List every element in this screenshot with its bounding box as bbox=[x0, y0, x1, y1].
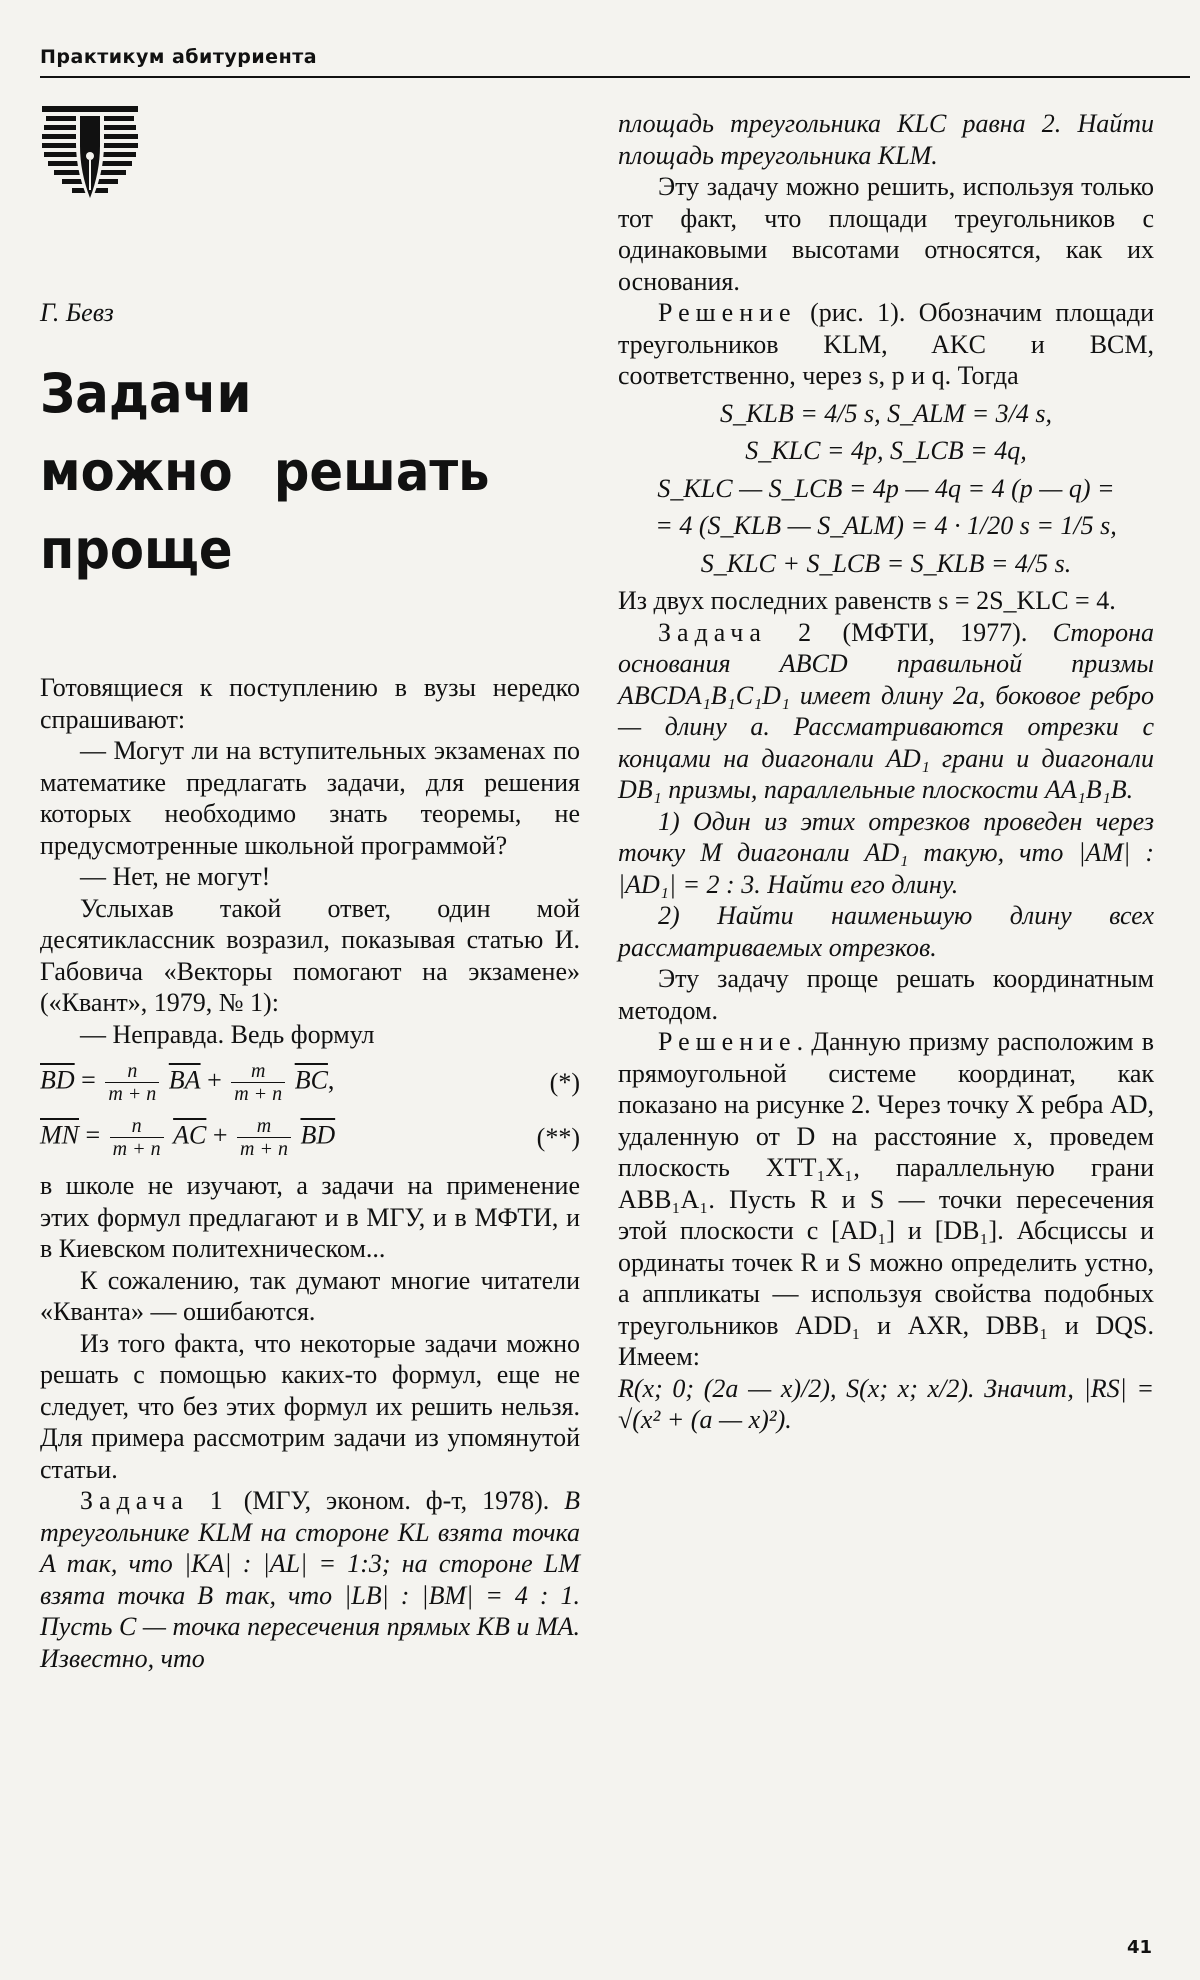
paragraph: — Нет, не могут! bbox=[80, 862, 271, 891]
paragraph: Из того факта, что некоторые задачи можно решать с помощью каких-то формул, еще не следует, что без этих формул их решить нельзя. Для примера рассмотрим задачи из упомянутой статьи. bbox=[40, 1328, 580, 1484]
paragraph: — Неправда. Ведь формул bbox=[80, 1019, 375, 1049]
task-2: Задача 2 (МФТИ, 1977). Сторона основания ABCD правильной призмы ABCDA₁B₁C₁D₁ имеет длину 2a, боковое ребро — длину a. Рассматриваются отрезки с концами на диагонали AD₁ грани и диагонали DB₁ призмы, параллельные плоскости AA₁B₁B. bbox=[618, 617, 1154, 804]
solution-paragraph: Решение (рис. 1). Обозначим площади треугольников KLM, AKC и BCM, соответственно, через s, p и q. Тогда bbox=[618, 298, 1155, 390]
formula-tag: (**) bbox=[536, 1122, 580, 1152]
title-line: можно решать bbox=[40, 440, 490, 503]
question: 1) Один из этих отрезков проведен через точку M диагонали AD₁ такую, что |AM| : |AD₁| = 2 : 3. Найти его длину. bbox=[618, 806, 1154, 899]
paragraph: в школе не изучают, а задачи на применение этих формул предлагают и в МГУ, и в МФТИ, и в Киевском политехническом... bbox=[40, 1171, 580, 1263]
title-line: проще bbox=[40, 518, 233, 581]
formula-star: $\overline{BD}$ = $\frac{n}{m + n}$ $\overline{BA}$ + $\frac{m}{m + n}$ $\overline{BC}$, (*) bbox=[40, 1060, 580, 1105]
paragraph: К сожалению, так думают многие читатели «Кванта» — ошибаются. bbox=[40, 1265, 580, 1326]
title-line: Задачи bbox=[40, 362, 252, 425]
equation: = 4 (S_KLB — S_ALM) = 4 · 1/20 s = 1/5 s, bbox=[655, 511, 1117, 540]
paragraph: R(x; 0; (2a — x)/2), S(x; x; x/2). Значит, |RS| = √(x² + (a — x)²). bbox=[618, 1373, 1154, 1434]
right-column bbox=[618, 108, 1154, 1436]
paragraph: Готовящиеся к поступлению в вузы нередко спрашивают: bbox=[40, 673, 580, 734]
formula-tag: (*) bbox=[549, 1067, 580, 1097]
equation: S_KLC = 4p, S_LCB = 4q, bbox=[745, 436, 1027, 465]
paragraph: Услыхав такой ответ, один мой десятиклассник возразил, показывая статью И. Габовича «Векторы помогают на экзамене» («Квант», 1979, № 1): bbox=[40, 893, 580, 1017]
paragraph: площадь треугольника KLC равна 2. Найти площадь треугольника KLM. bbox=[618, 109, 1154, 170]
page-number: 41 bbox=[1126, 1937, 1152, 1958]
vector: $\overline{BD}$ bbox=[40, 1065, 75, 1095]
paragraph: Эту задачу проще решать координатным методом. bbox=[618, 964, 1154, 1025]
header-rule bbox=[40, 76, 1190, 78]
paragraph: — Могут ли на вступительных экзаменах по математике предлагать задачи, для решения которых необходимо знать теоремы, не предусмотренные школьной программой? bbox=[40, 736, 580, 860]
equation: S_KLB = 4/5 s, S_ALM = 3/4 s, bbox=[720, 398, 1052, 428]
solution-paragraph: Решение. Данную призму расположим в прямоугольной системе координат, как показано на рисунке 2. Через точку X ребра AD, удаленную от D на расстояние x, проведем плоскость XTT₁X₁, параллельную грани ABB₁A₁. Пусть R и S — точки пересечения этой плоскости с [AD₁] и [DB₁]. Абсциссы и ординаты точек R и S можно определить устно, а аппликаты — используя свойства подобных треугольников ADD₁ и AXR, DBB₁ и DQS. Имеем: bbox=[618, 1027, 1155, 1371]
article-title bbox=[40, 355, 490, 589]
left-column bbox=[40, 672, 580, 1674]
task-1: Задача 1 (МГУ, эконом. ф-т, 1978). В треугольнике KLM на стороне KL взята точка A так, что |KA| : |AL| = 1:3; на стороне LM взята точка B так, что |LB| : |BM| = 4 : 1. Пусть C — точка пересечения прямых KB и MA. Известно, что bbox=[40, 1486, 581, 1673]
paragraph: Из двух последних равенств s = 2S_KLC = 4. bbox=[618, 586, 1116, 615]
pen-nib-icon bbox=[40, 104, 140, 216]
equation: S_KLC — S_LCB = 4p — 4q = 4 (p — q) = bbox=[657, 473, 1115, 503]
equation: S_KLC + S_LCB = S_KLB = 4/5 s. bbox=[700, 548, 1072, 578]
section-label: Практикум абитуриента bbox=[40, 46, 318, 68]
vector: $\overline{MN}$ bbox=[40, 1120, 79, 1150]
article-author: Г. Бевз bbox=[40, 298, 114, 327]
formula-double-star: $\overline{MN}$ = $\frac{n}{m + n}$ $\overline{AC}$ + $\frac{m}{m + n}$ $\overline{BD}$ (**) bbox=[40, 1115, 580, 1160]
paragraph: Эту задачу можно решить, используя только тот факт, что площади треугольников с одинаковыми высотами относятся, как их основания. bbox=[618, 172, 1154, 296]
question: 2) Найти наименьшую длину всех рассматриваемых отрезков. bbox=[618, 901, 1154, 962]
